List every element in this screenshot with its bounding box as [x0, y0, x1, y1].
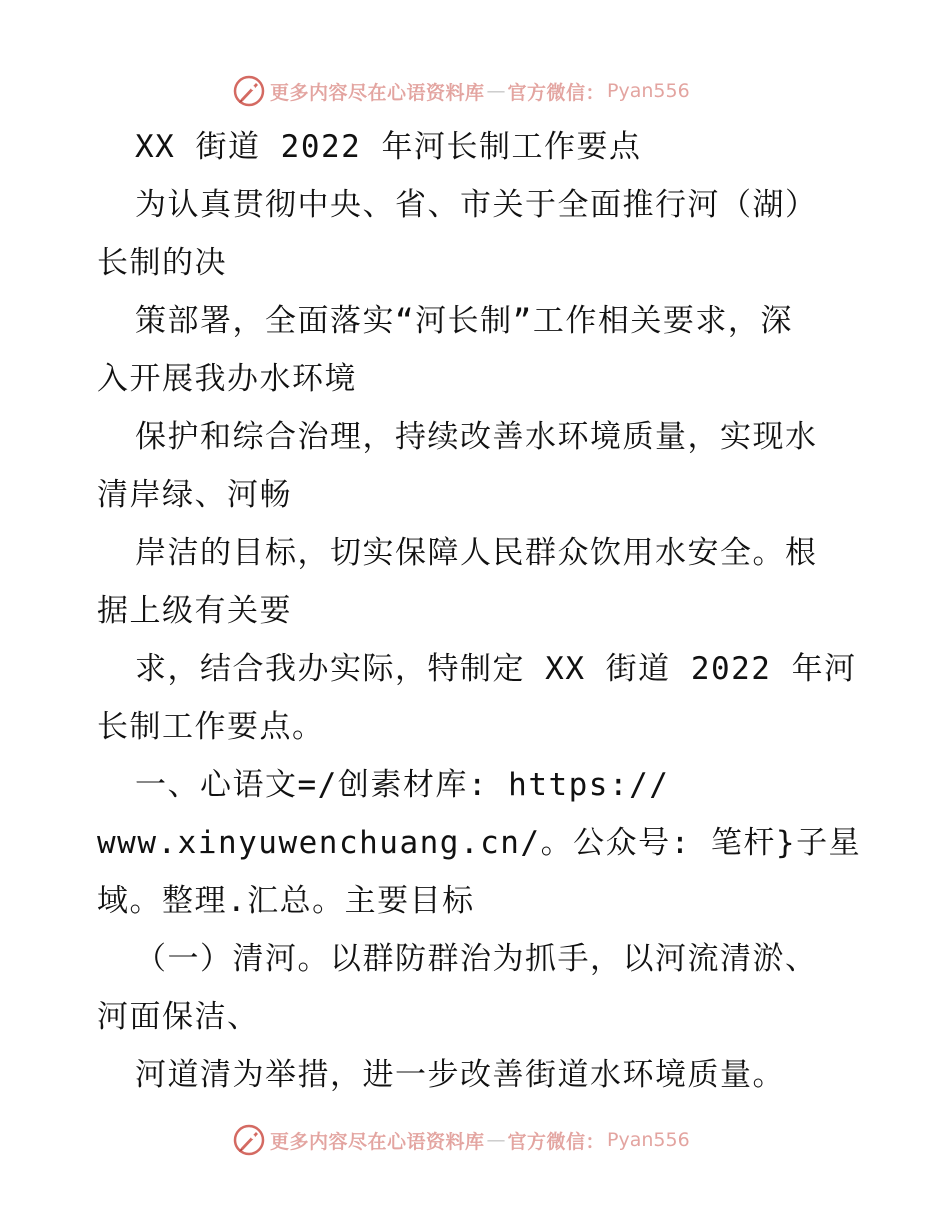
watermark-wechat-label: 官方微信：: [507, 81, 606, 104]
document-title: XX 街道 2022 年河长制工作要点: [135, 129, 642, 165]
body-line: 为认真贯彻中央、省、市关于全面推行河（湖）: [135, 187, 818, 223]
body-line: 河面保洁、: [97, 999, 260, 1035]
body-line: 据上级有关要: [97, 593, 292, 629]
watermark-wechat-id: Pyan556: [607, 1129, 690, 1151]
body-line: 域。整理.汇总。主要目标: [97, 883, 475, 919]
document-body: [97, 118, 862, 1104]
body-line: www.xinyuwenchuang.cn/。公众号: 笔杆}子星: [97, 825, 862, 861]
body-line: 长制工作要点。: [97, 709, 325, 745]
body-line: 清岸绿、河畅: [97, 477, 292, 513]
watermark-wechat-id: Pyan556: [607, 80, 690, 102]
body-line: 策部署，全面落实“河长制”工作相关要求，深: [135, 303, 793, 339]
section-heading: 一、心语文=/创素材库: https://: [135, 767, 670, 803]
body-line: 保护和综合治理，持续改善水环境质量，实现水: [135, 419, 818, 455]
quill-logo-icon: [232, 74, 266, 108]
watermark-dash: —: [486, 1129, 506, 1151]
body-line: 入开展我办水环境: [97, 361, 357, 397]
subsection-heading: （一）清河。以群防群治为抓手，以河流清淤、: [135, 941, 818, 977]
watermark-text: 更多内容尽在心语资料库: [270, 81, 485, 104]
header-watermark: [232, 73, 690, 109]
quill-logo-icon: [232, 1123, 266, 1157]
body-line: 河道清为举措，进一步改善街道水环境质量。: [135, 1057, 785, 1093]
body-line: 长制的决: [97, 245, 227, 281]
body-line: 求，结合我办实际，特制定 XX 街道 2022 年河: [135, 651, 857, 687]
watermark-text: 更多内容尽在心语资料库: [270, 1130, 485, 1153]
footer-watermark: [232, 1122, 690, 1158]
watermark-dash: —: [486, 80, 506, 102]
watermark-wechat-label: 官方微信：: [507, 1130, 606, 1153]
body-line: 岸洁的目标，切实保障人民群众饮用水安全。根: [135, 535, 818, 571]
